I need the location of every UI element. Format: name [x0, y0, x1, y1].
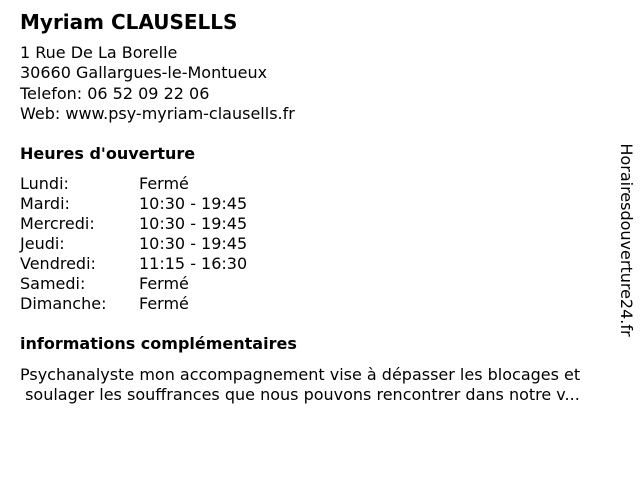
day-label: Vendredi:: [20, 254, 96, 273]
description-line-2: soulager les souffrances que nous pouvons rencontrer dans notre v...: [20, 385, 580, 404]
watermark-text: Horairesdouverture24.fr: [617, 143, 636, 337]
day-hours: 10:30 - 19:45: [139, 194, 248, 213]
day-label: Jeudi:: [20, 234, 65, 253]
day-hours: 10:30 - 19:45: [139, 214, 248, 233]
business-name: Myriam CLAUSELLS: [20, 10, 238, 34]
day-label: Mercredi:: [20, 214, 95, 233]
day-label: Lundi:: [20, 174, 69, 193]
website-line: Web: www.psy-myriam-clausells.fr: [20, 104, 295, 123]
day-label: Dimanche:: [20, 294, 107, 313]
address-city: 30660 Gallargues-le-Montueux: [20, 63, 268, 82]
day-label: Mardi:: [20, 194, 70, 213]
day-hours: Fermé: [139, 294, 189, 313]
address-street: 1 Rue De La Borelle: [20, 43, 178, 62]
description-line-1: Psychanalyste mon accompagnement vise à dépasser les blocages et: [20, 365, 581, 384]
hours-heading: Heures d'ouverture: [20, 144, 196, 163]
day-label: Samedi:: [20, 274, 86, 293]
day-hours: 11:15 - 16:30: [139, 254, 248, 273]
day-hours: Fermé: [139, 274, 189, 293]
day-hours: Fermé: [139, 174, 189, 193]
info-heading: informations complémentaires: [20, 334, 297, 353]
day-hours: 10:30 - 19:45: [139, 234, 248, 253]
phone-line: Telefon: 06 52 09 22 06: [20, 84, 210, 103]
